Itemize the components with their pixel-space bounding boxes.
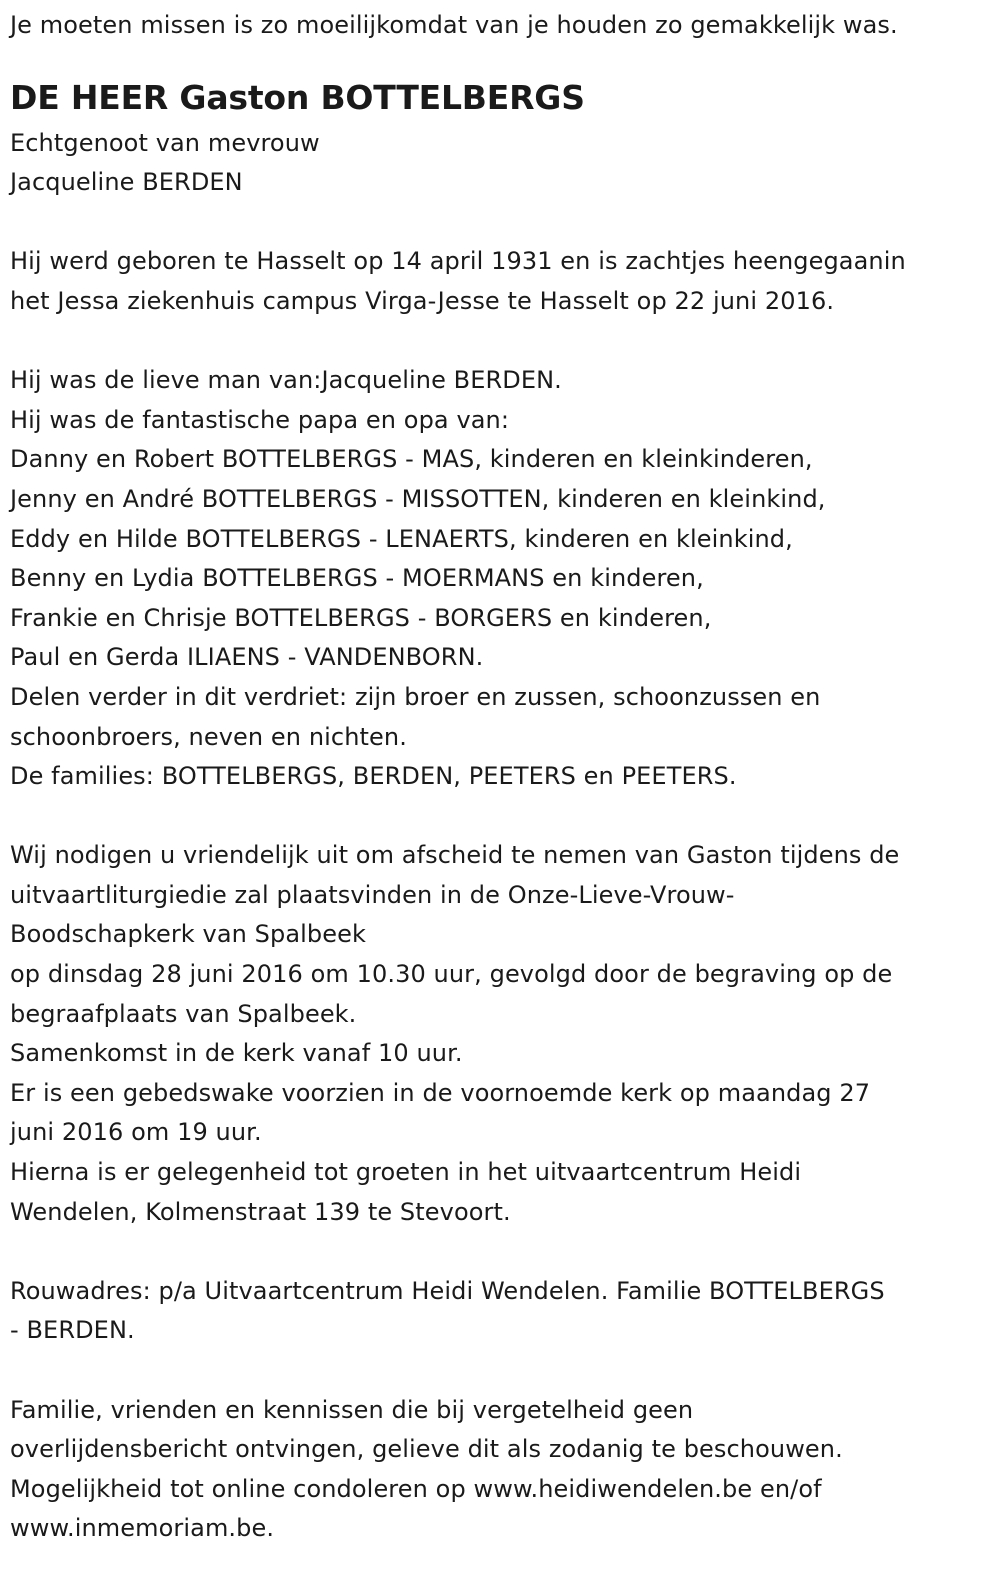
- ceremony-line: begraafplaats van Spalbeek.: [10, 999, 357, 1028]
- address-line-2: - BERDEN.: [10, 1316, 135, 1345]
- families-line: De families: BOTTELBERGS, BERDEN, PEETERS en PEETERS.: [10, 762, 737, 791]
- child-line: Jenny en André BOTTELBERGS - MISSOTTEN, kinderen en kleinkind,: [10, 484, 826, 513]
- child-line: Benny en Lydia BOTTELBERGS - MOERMANS en kinderen,: [10, 564, 704, 593]
- closing-line: Mogelijkheid tot online condoleren op www.heidiwendelen.be en/of: [10, 1474, 822, 1503]
- ceremony-line: Hierna is er gelegenheid tot groeten in het uitvaartcentrum Heidi: [10, 1158, 802, 1187]
- husband-line: Hij was de lieve man van:Jacqueline BERDEN.: [10, 366, 562, 395]
- quote: Je moeten missen is zo moeilijkomdat van je houden zo gemakkelijk was.: [10, 11, 898, 39]
- ceremony-line: Wendelen, Kolmenstraat 139 te Stevoort.: [10, 1197, 511, 1226]
- birth-line-1: Hij werd geboren te Hasselt op 14 april 1931 en is zachtjes heengegaanin: [10, 247, 906, 276]
- spacer: [10, 46, 995, 72]
- closing-line: www.inmemoriam.be.: [10, 1514, 275, 1543]
- ceremony-line: op dinsdag 28 juni 2016 om 10.30 uur, gevolgd door de begraving op de: [10, 960, 893, 989]
- spacer: [10, 1351, 995, 1391]
- others-line-1: Delen verder in dit verdriet: zijn broer en zussen, schoonzussen en: [10, 682, 821, 711]
- spouse-line-2: Jacqueline BERDEN: [10, 168, 243, 197]
- obituary-document: [10, 6, 995, 1549]
- birth-line-2: het Jessa ziekenhuis campus Virga-Jesse te Hasselt op 22 juni 2016.: [10, 286, 835, 315]
- ceremony-line: Wij nodigen u vriendelijk uit om afscheid te nemen van Gaston tijdens de: [10, 841, 900, 870]
- spacer: [10, 1232, 995, 1272]
- child-line: Danny en Robert BOTTELBERGS - MAS, kinderen en kleinkinderen,: [10, 445, 813, 474]
- ceremony-line: Samenkomst in de kerk vanaf 10 uur.: [10, 1039, 463, 1068]
- closing-line: Familie, vrienden en kennissen die bij vergetelheid geen: [10, 1395, 694, 1424]
- child-line: Paul en Gerda ILIAENS - VANDENBORN.: [10, 643, 484, 672]
- ceremony-line: Boodschapkerk van Spalbeek: [10, 920, 366, 949]
- spacer: [10, 203, 995, 243]
- address-line-1: Rouwadres: p/a Uitvaartcentrum Heidi Wendelen. Familie BOTTELBERGS: [10, 1276, 885, 1305]
- spacer: [10, 322, 995, 362]
- ceremony-line: Er is een gebedswake voorzien in de voornoemde kerk op maandag 27: [10, 1078, 871, 1107]
- spouse-line-1: Echtgenoot van mevrouw: [10, 128, 320, 157]
- deceased-name-title: DE HEER Gaston BOTTELBERGS: [10, 77, 585, 117]
- closing-line: overlijdensbericht ontvingen, gelieve dit als zodanig te beschouwen.: [10, 1435, 843, 1464]
- spacer: [10, 797, 995, 837]
- ceremony-line: uitvaartliturgiedie zal plaatsvinden in de Onze-Lieve-Vrouw-: [10, 880, 735, 909]
- child-line: Frankie en Chrisje BOTTELBERGS - BORGERS en kinderen,: [10, 603, 712, 632]
- ceremony-line: juni 2016 om 19 uur.: [10, 1118, 262, 1147]
- others-line-2: schoonbroers, neven en nichten.: [10, 722, 407, 751]
- father-intro-line: Hij was de fantastische papa en opa van:: [10, 405, 510, 434]
- child-line: Eddy en Hilde BOTTELBERGS - LENAERTS, kinderen en kleinkind,: [10, 524, 793, 553]
